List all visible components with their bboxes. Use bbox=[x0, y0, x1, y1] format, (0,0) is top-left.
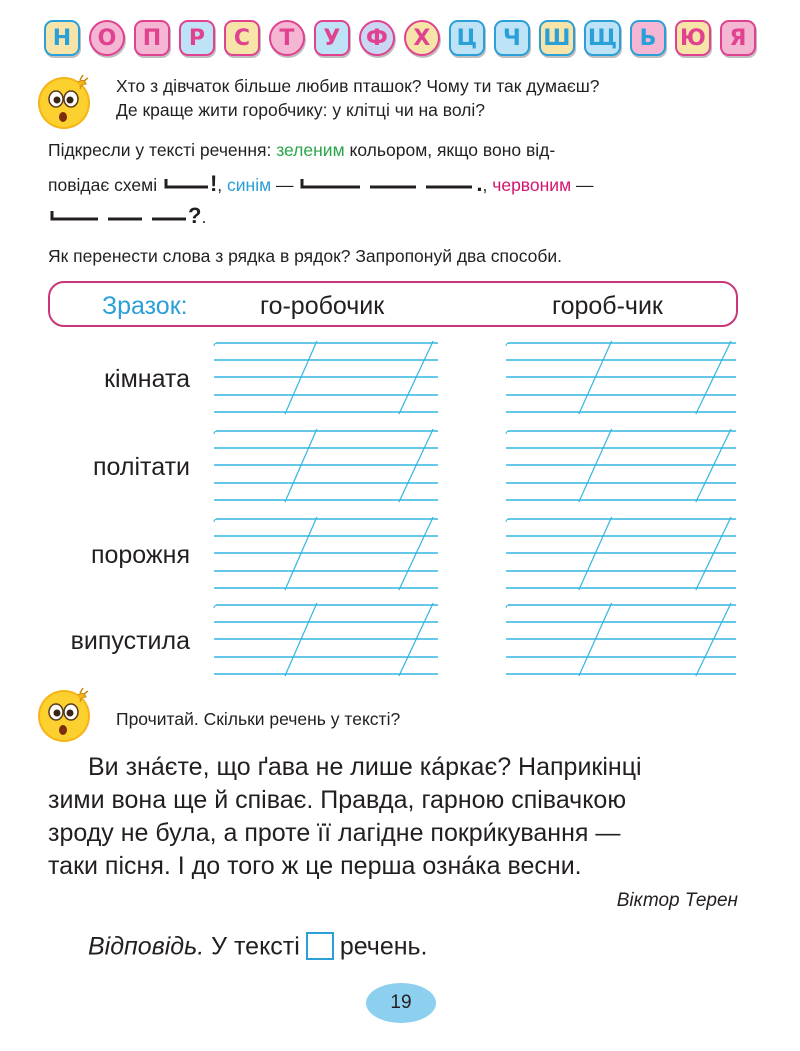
task-underline-line-2: повідає схемі !, синім — ., червоним — bbox=[48, 171, 594, 196]
sample-way-1: го-робочик bbox=[260, 292, 385, 320]
answer-label: Відповідь. bbox=[88, 932, 205, 961]
scheme-three-lines-icon bbox=[298, 175, 476, 191]
word-label: кімната bbox=[104, 365, 190, 393]
alphabet-letter: Т bbox=[269, 20, 305, 56]
answer-box[interactable] bbox=[306, 932, 334, 960]
alphabet-letter: Ц bbox=[449, 20, 485, 56]
text-line: зими вона ще й співає. Правда, гарною співачкою bbox=[48, 786, 627, 814]
word-label: політати bbox=[93, 453, 190, 481]
writing-lines[interactable] bbox=[504, 601, 738, 679]
question-line-2: Де краще жити горобчику: у клітці чи на волі? bbox=[116, 100, 486, 120]
red-word: червоним bbox=[492, 175, 572, 195]
scheme-short-line-icon bbox=[162, 175, 210, 191]
blue-word: синім bbox=[227, 175, 272, 195]
alphabet-letter: Ф bbox=[359, 20, 395, 56]
thinking-face-icon bbox=[34, 72, 94, 132]
scheme-question-lines-icon bbox=[48, 207, 188, 223]
author: Віктор Терен bbox=[616, 890, 738, 911]
word-label: порожня bbox=[90, 541, 190, 569]
reading-text bbox=[48, 751, 748, 883]
alphabet-letter: Ш bbox=[539, 20, 575, 56]
writing-lines[interactable] bbox=[504, 515, 738, 593]
sample-box bbox=[48, 281, 738, 327]
word-label: випустила bbox=[70, 627, 190, 655]
text-line: зроду не була, а проте її лагідне покри́кування — bbox=[48, 819, 621, 847]
sample-way-2: гороб-чик bbox=[552, 292, 663, 320]
writing-lines[interactable] bbox=[212, 427, 440, 505]
task-hyphenate: Як перенести слова з рядка в рядок? Запропонуй два способи. bbox=[48, 246, 563, 266]
writing-lines[interactable] bbox=[212, 601, 440, 679]
green-word: зеленим bbox=[276, 140, 345, 160]
alphabet-letter: П bbox=[134, 20, 170, 56]
task-underline-line-3: ?. bbox=[48, 199, 206, 234]
alphabet-letter: Ч bbox=[494, 20, 530, 56]
alphabet-strip bbox=[44, 16, 756, 60]
answer-line: Відповідь. У тексті речень. bbox=[88, 932, 428, 961]
writing-lines[interactable] bbox=[212, 339, 440, 417]
thinking-face-icon bbox=[34, 685, 94, 745]
alphabet-letter: Ю bbox=[675, 20, 711, 56]
writing-lines[interactable] bbox=[504, 339, 738, 417]
alphabet-letter: Х bbox=[404, 20, 440, 56]
alphabet-letter: Щ bbox=[584, 20, 621, 56]
text-line: таки пісня. І до того ж це перша озна́ка весни. bbox=[48, 852, 582, 880]
writing-lines[interactable] bbox=[504, 427, 738, 505]
page-number: 19 bbox=[366, 983, 436, 1023]
text-line: Ви зна́єте, що ґава не лише ка́ркає? Наприкінці bbox=[88, 753, 642, 781]
alphabet-letter: Н bbox=[44, 20, 80, 56]
alphabet-letter: О bbox=[89, 20, 125, 56]
task-read: Прочитай. Скільки речень у тексті? bbox=[116, 709, 401, 729]
alphabet-letter: Я bbox=[720, 20, 756, 56]
writing-lines[interactable] bbox=[212, 515, 440, 593]
alphabet-letter: Ь bbox=[630, 20, 666, 56]
alphabet-letter: У bbox=[314, 20, 350, 56]
task-underline-line-1: Підкресли у тексті речення: зеленим кольором, якщо воно від- bbox=[48, 140, 556, 160]
sample-label: Зразок: bbox=[102, 292, 188, 320]
question-line-1: Хто з дівчаток більше любив пташок? Чому ти так думаєш? bbox=[116, 76, 600, 96]
alphabet-letter: С bbox=[224, 20, 260, 56]
alphabet-letter: Р bbox=[179, 20, 215, 56]
